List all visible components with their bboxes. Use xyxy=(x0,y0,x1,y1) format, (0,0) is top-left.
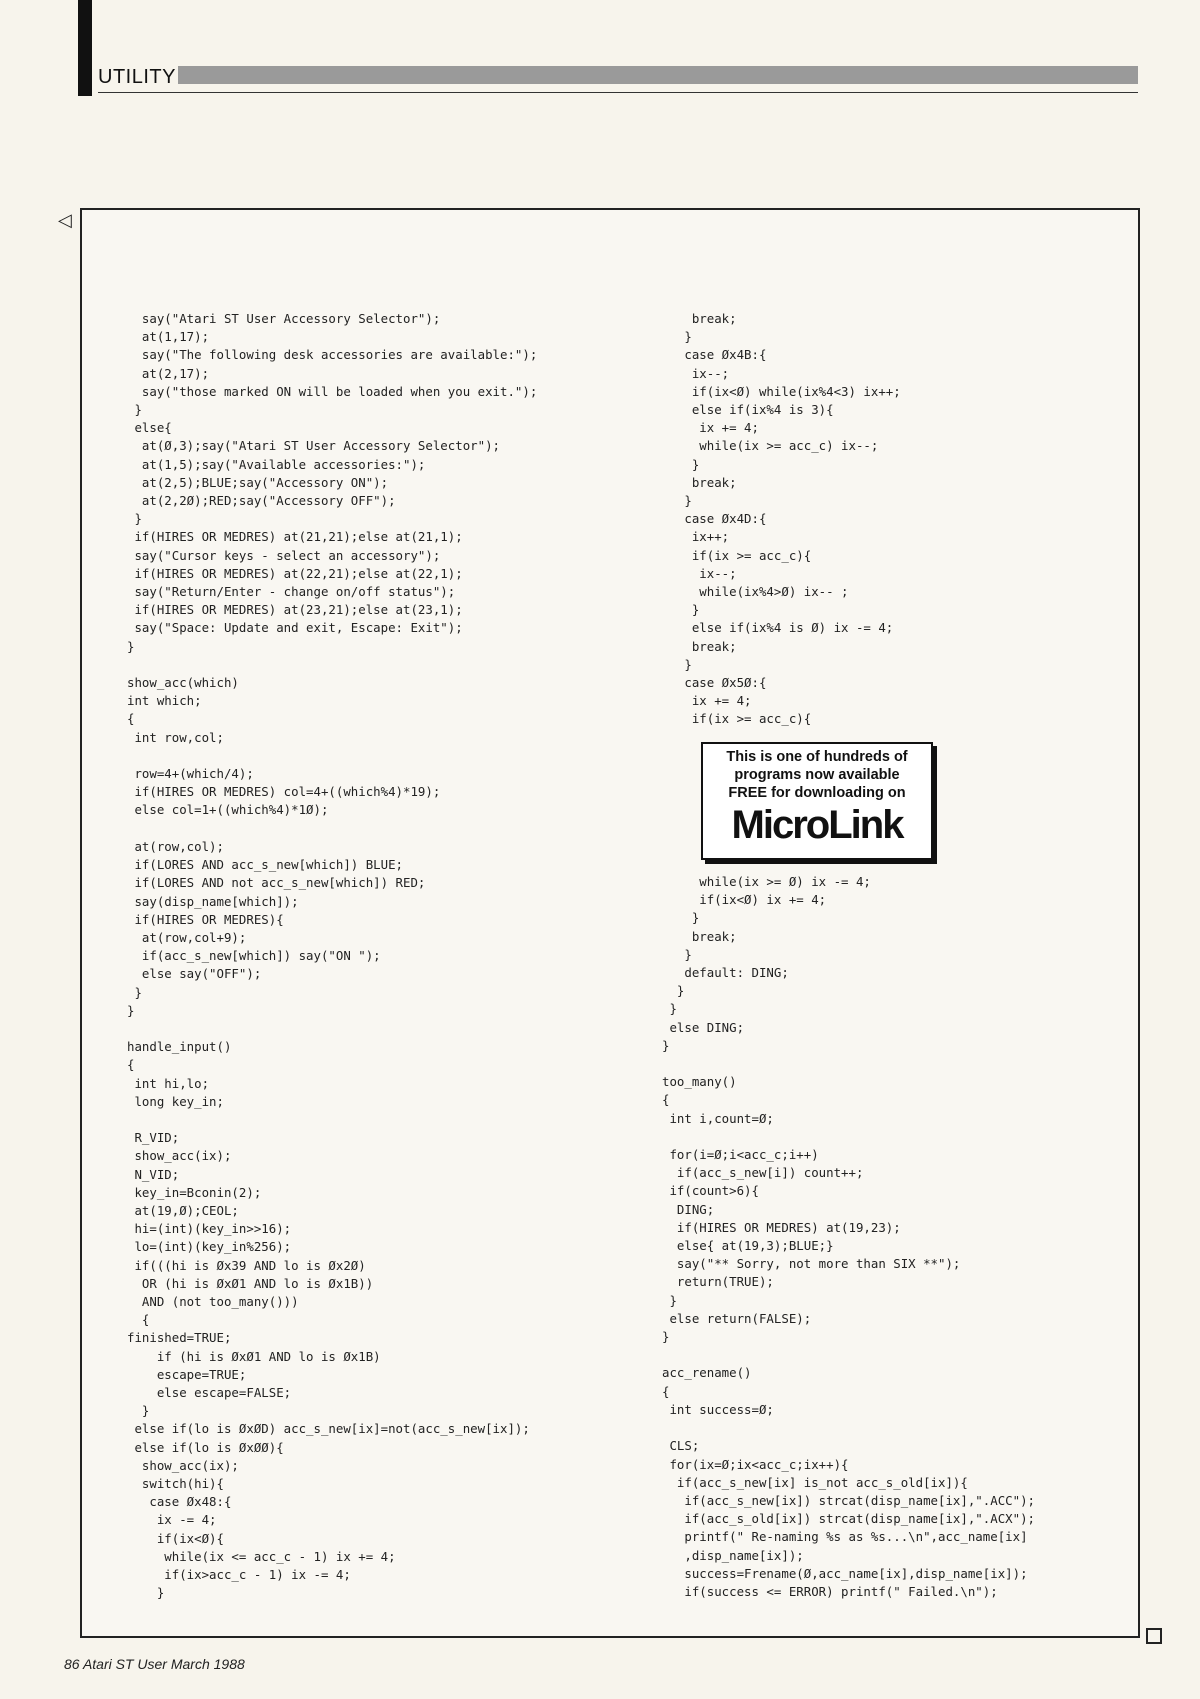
header-grey-rule xyxy=(178,66,1138,84)
code-listing-right-column-bottom: while(ix >= Ø) ix -= 4; if(ix<Ø) ix += 4; } break; } default: DING; } } else DING; } too_many() { int i,count=Ø; for(i=Ø;i<acc_c;i++) if(acc_s_new[i]) count++; if(count>6){ DING; if(HIRES OR MEDRES) at(19,23); else{ at(19,3);BLUE;} say("** Sorry, not more than SIX **"); return(TRUE); } else return(FALSE); } acc_rename() { int success=Ø; CLS; for(ix=Ø;ix<acc_c;ix++){ if(acc_s_new[ix] is_not acc_s_old[ix]){ if(acc_s_new[ix]) strcat(disp_name[ix],".ACC"); if(acc_s_old[ix]) strcat(disp_name[ix],".ACX"); printf(" Re-naming %s as %s...\n",acc_name[ix] ,disp_name[ix]); success=Frename(Ø,acc_name[ix],disp_name[ix]); if(success <= ERROR) printf(" Failed.\n"); xyxy=(662,874,1035,1599)
left-triangle-icon: ◁ xyxy=(58,210,72,230)
header-black-bar xyxy=(78,0,92,96)
code-listing-right-column-top: break; } case Øx4B:{ ix--; if(ix<Ø) while(ix%4<3) ix++; else if(ix%4 is 3){ ix += 4; while(ix >= acc_c) ix--; } break; } case Øx4D:{ ix++; if(ix >= acc_c){ ix--; while(ix%4>Ø) ix-- ; } else if(ix%4 is Ø) ix -= 4; break; } case Øx5Ø:{ ix += 4; if(ix >= acc_c){ xyxy=(684,311,901,727)
microlink-logo: MicroLink xyxy=(731,803,903,847)
promo-line-2: programs now available xyxy=(734,767,900,783)
promo-line-1: This is one of hundreds of xyxy=(726,749,908,765)
microlink-promo-box xyxy=(701,742,933,860)
promo-line-3: FREE for downloading on xyxy=(728,785,906,801)
header-underline xyxy=(98,92,1138,93)
section-label: UTILITY xyxy=(98,66,176,88)
code-listing-left-column: say("Atari ST User Accessory Selector"); at(1,17); say("The following desk accessories are available:"); at(2,17); say("those marked ON will be loaded when you exit."); } else{ at(Ø,3);say("Atari ST User Accessory Selector"); at(1,5);say("Available accessories:"); at(2,5);BLUE;say("Accessory ON"); at(2,2Ø);RED;say("Accessory OFF"); } if(HIRES OR MEDRES) at(21,21);else at(21,1); say("Cursor keys - select an accessory"); if(HIRES OR MEDRES) at(22,21);else at(22,1); say("Return/Enter - change on/off status"); if(HIRES OR MEDRES) at(23,21);else at(23,1); say("Space: Update and exit, Escape: Exit"); } show_acc(which) int which; { int row,col; row=4+(which/4); if(HIRES OR MEDRES) col=4+((which%4)*19); else col=1+((which%4)*1Ø); at(row,col); if(LORES AND acc_s_new[which]) BLUE; if(LORES AND not acc_s_new[which]) RED; say(disp_name[which]); if(HIRES OR MEDRES){ at(row,col+9); if(acc_s_new[which]) say("ON "); else say("OFF"); } } handle_input() { int hi,lo; long key_in; R_VID; show_acc(ix); N_VID; key_in=Bconin(2); at(19,Ø);CEOL; hi=(int)(key_in>>16); lo=(int)(key_in%256); if(((hi is Øx39 AND lo is Øx2Ø) OR (hi is ØxØ1 AND lo is Øx1B)) AND (not too_many())) { finished=TRUE; if (hi is ØxØ1 AND lo is Øx1B) escape=TRUE; else escape=FALSE; } else if(lo is ØxØD) acc_s_new[ix]=not(acc_s_new[ix]); else if(lo is ØxØØ){ show_acc(ix); switch(hi){ case Øx48:{ ix -= 4; if(ix<Ø){ while(ix <= acc_c - 1) ix += 4; if(ix>acc_c - 1) ix -= 4; } xyxy=(127,311,538,1601)
page-footer: 86 Atari ST User March 1988 xyxy=(64,1656,245,1672)
end-of-article-square-icon xyxy=(1146,1628,1162,1644)
